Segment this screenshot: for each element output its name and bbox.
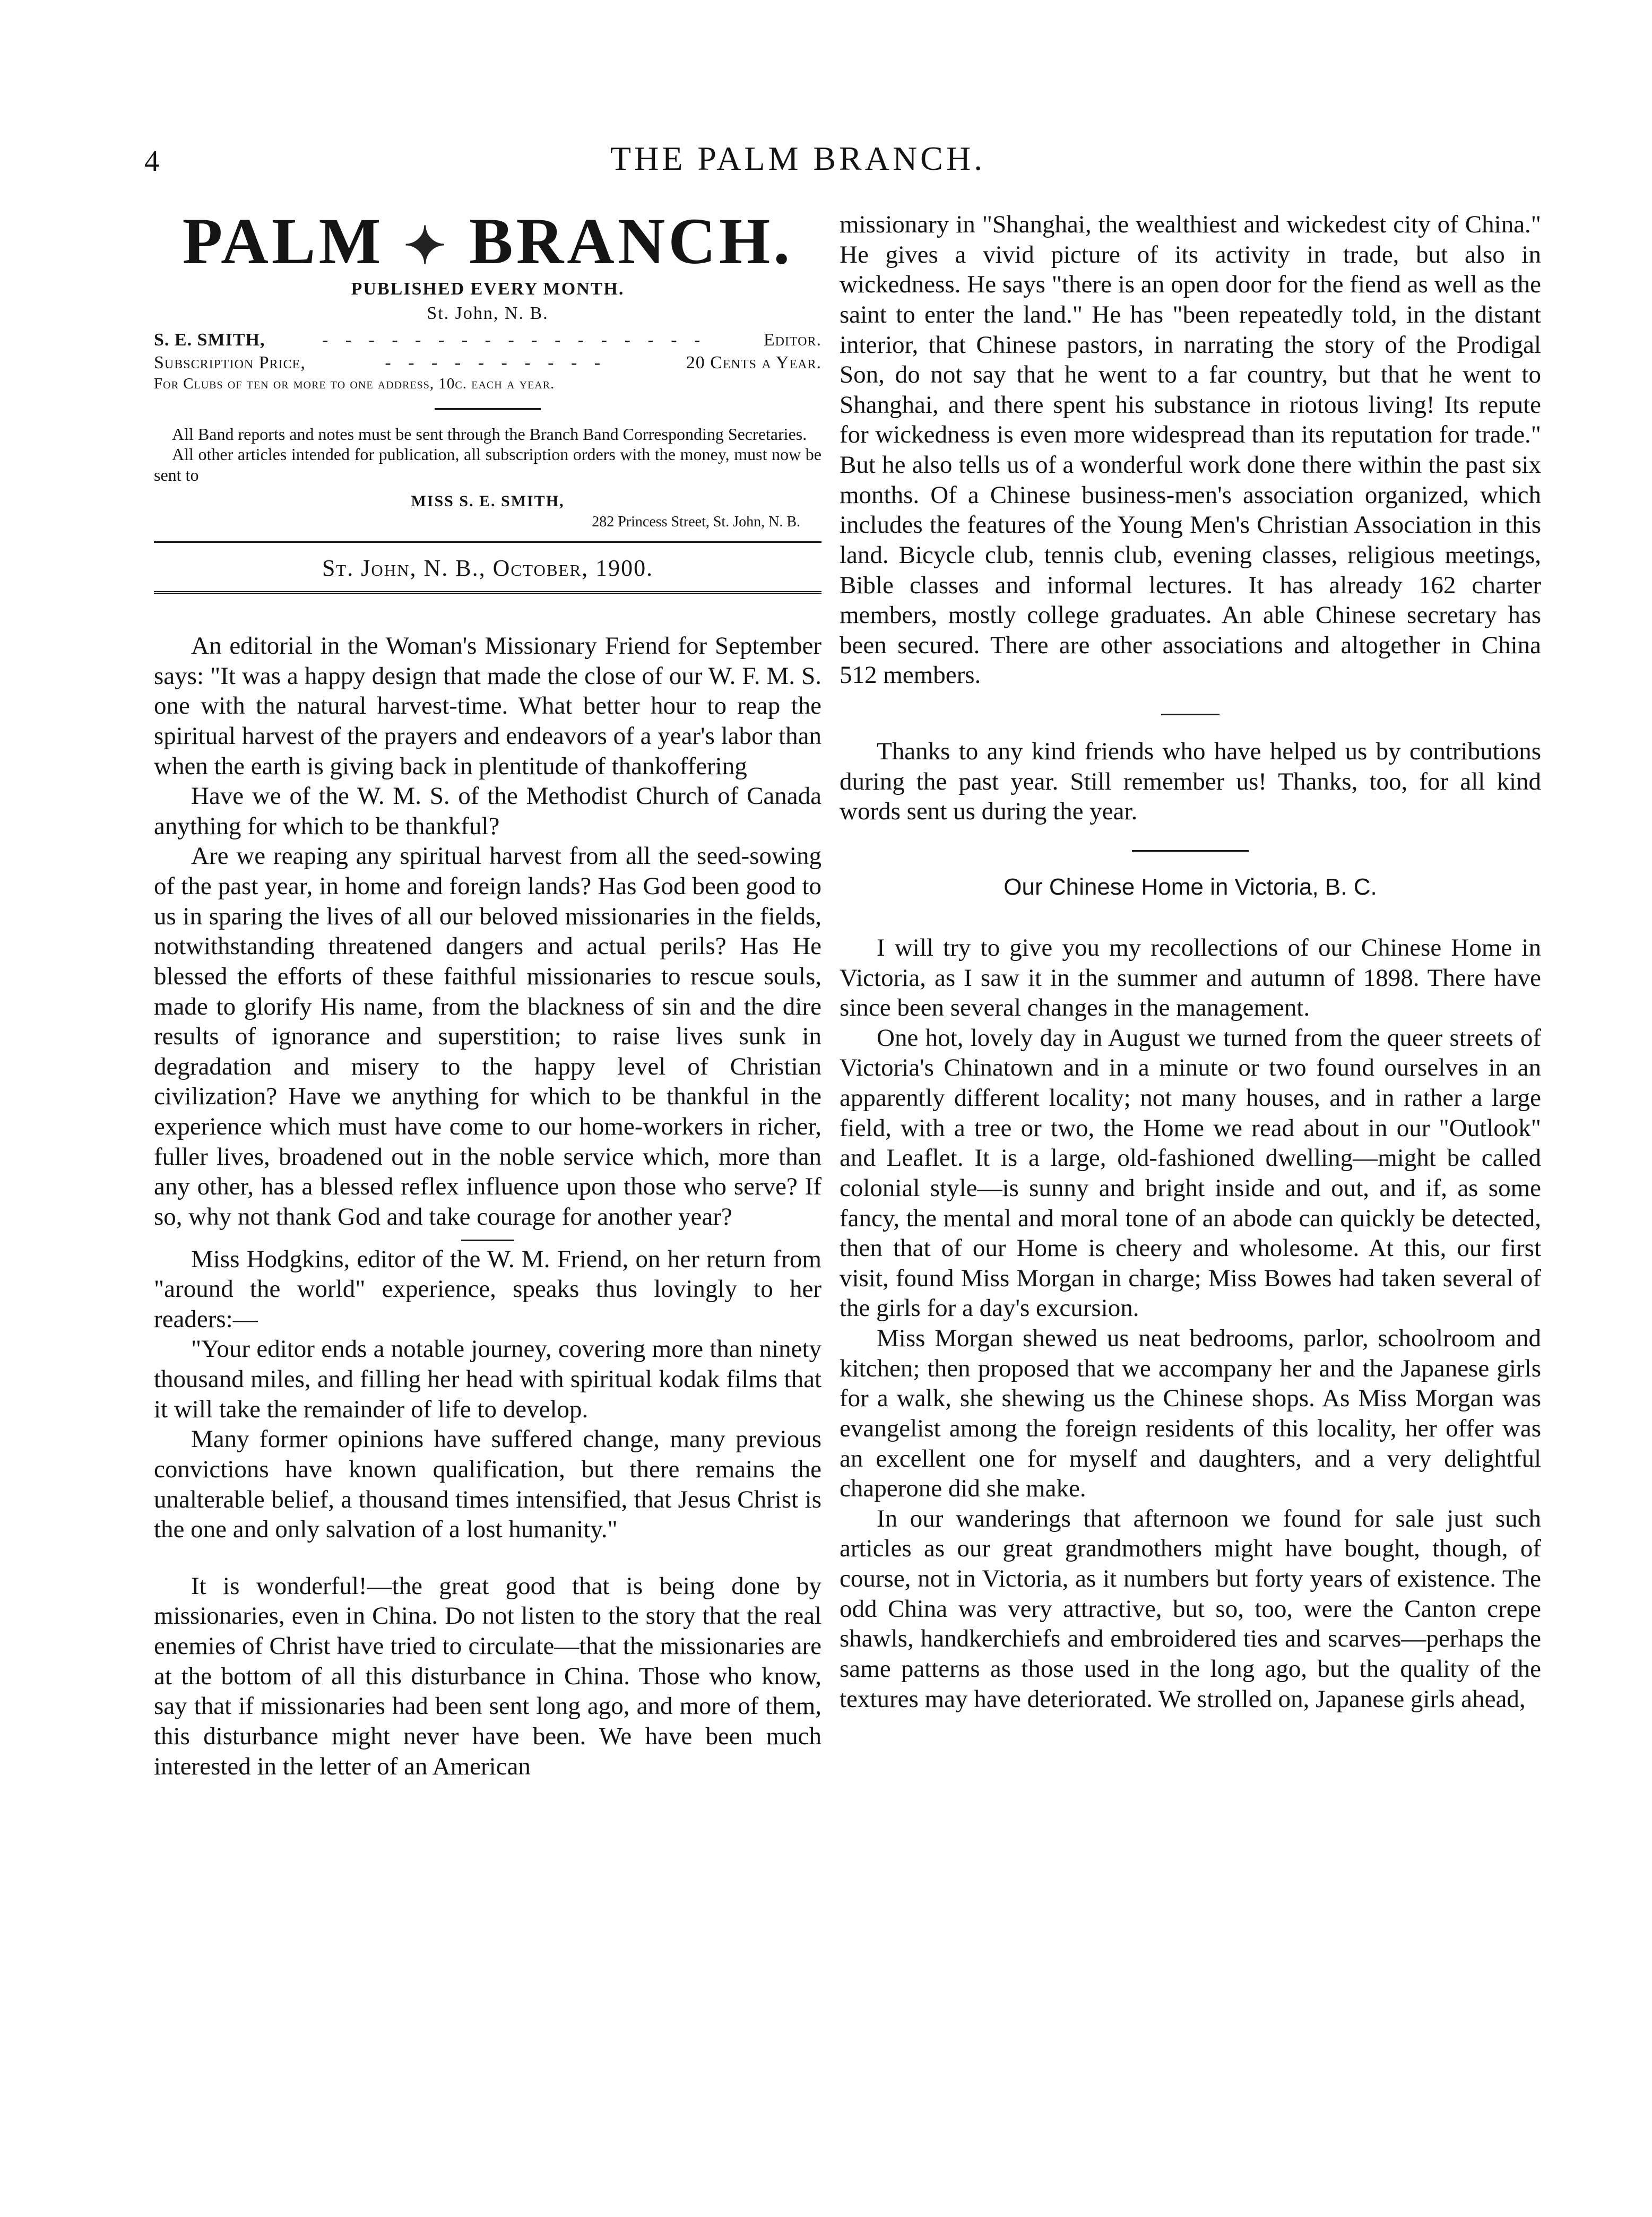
paragraph: I will try to give you my recollections of our Chinese Home in Victoria, as I saw it in the summer and autumn of 1898. There have since been several changes in the management. <box>840 933 1541 1022</box>
running-title: THE PALM BRANCH. <box>610 140 986 177</box>
notice-block <box>154 424 821 485</box>
masthead-title-left: PALM <box>182 205 384 278</box>
editor-label: Editor. <box>763 330 821 350</box>
dateline: St. John, N. B., October, 1900. <box>322 555 654 582</box>
article-title: Our Chinese Home in Victoria, B. C. <box>1004 873 1377 900</box>
notice-articles: All other articles intended for publication, all subscription orders with the money, must now be sent to <box>154 445 821 484</box>
divider <box>435 408 541 410</box>
address-street: 282 Princess Street, St. John, N. B. <box>592 514 800 531</box>
address-name: MISS S. E. SMITH, <box>411 492 565 510</box>
left-column <box>154 207 821 1781</box>
clubs-line: For Clubs of ten or more to one address, 10c. each a year. <box>154 375 555 393</box>
right-column <box>840 210 1541 1714</box>
editorial-text <box>154 631 821 1781</box>
paragraph: It is wonderful!—the great good that is being done by missionaries, even in China. Do not listen to the story that the real enemies of Christ have tried to circulate—that the missionaries are at the bottom of all this disturbance in China. Those who know, say that if missionaries had been sent long ago, and more of them, this disturbance might never have been. We have been much interested in the letter of an American <box>154 1572 821 1780</box>
paragraph: Are we reaping any spiritual harvest from all the seed-sowing of the past year, in home and foreign lands? Has God been good to us in sparing the lives of all our beloved missionaries in the fields, notwithstanding threatened dangers and actual perils? Has He blessed the efforts of these faithful missionaries to rescue souls, made to glorify His name, from the blackness of sin and the dire results of ignorance and superstition; to raise lives sunk in degradation and misery to the happy level of Christian civilization? Have we anything for which to be thankful in the experience which must have come to our home-workers in richer, fuller lives, broadened out in the noble service which, more than any other, has a blessed reflex influence upon those who serve? If so, why not thank God and take courage for another year? <box>154 842 821 1231</box>
paragraph: In our wanderings that afternoon we found for sale just such articles as our great grandmothers might have bought, though, of course, not in Victoria, as it numbers but forty years of existence. The odd China was very attractive, but so, too, were the Canton crepe shawls, handkerchiefs and embroidered ties and scarves—perhaps the same patterns as those used in the long ago, but the quality of the textures may have deteriorated. We strolled on, Japanese girls ahead, <box>840 1504 1541 1713</box>
divider <box>1132 850 1249 852</box>
paragraph: Many former opinions have suffered change, many previous convictions have known qualification, but there remains the unalterable belief, a thousand times intensified, that Jesus Christ is the one and only salvation of a lost humanity." <box>154 1425 821 1544</box>
price-label: Subscription Price, <box>154 352 306 373</box>
published-line: PUBLISHED EVERY MONTH. <box>351 279 625 299</box>
editor-row <box>154 329 821 352</box>
paragraph: missionary in "Shanghai, the wealthiest and wickedest city of China." He gives a vivid picture of its activity in trade, but also in wickedness. He says "there is an open door for the fiend as well as the saint to enter the land." He has "been repeatedly told, in the distant interior, that Chinese pastors, in narrating the story of the Prodigal Son, do not say that he went to a far country, but that he went to Shanghai, and there spent his substance in riotous living! Its repute for wickedness is even more widespread than its reputation for trade." But he also tells us of a wonderful work done there within the past six months. Of a Chinese business-men's association organized, which includes the features of the Young Men's Christian Association in this land. Bicycle club, tennis club, evening classes, religious meetings, Bible classes and informal lectures. It has already 162 charter members, mostly college graduates. An able Chinese secretary has been secured. There are other associations and altogether in China 512 members. <box>840 211 1541 689</box>
notice-bands: All Band reports and notes must be sent through the Branch Band Corresponding Secretaries. <box>172 424 807 444</box>
page-number: 4 <box>144 145 159 178</box>
editor-name: S. E. SMITH, <box>154 330 265 350</box>
paragraph: One hot, lovely day in August we turned from the queer streets of Victoria's Chinatown and in a minute or two found ourselves in an apparently different locality; not many houses, and in rather a large field, with a tree or two, the Home we read about in our "Outlook" and Leaflet. It is a large, old-fashioned dwelling—might be called colonial style—is sunny and bright inside and out, and if, as some fancy, the mental and moral tone of an abode can quickly be detected, then that of our Home is cheery and wholesome. At this, our first visit, found Miss Morgan in charge; Miss Bowes had taken several of the girls for a day's excursion. <box>840 1024 1541 1322</box>
divider <box>461 1240 514 1241</box>
paragraph: "Your editor ends a notable journey, covering more than ninety thousand miles, and filling her head with spiritual kodak films that it will take the remainder of life to develop. <box>154 1335 821 1423</box>
paragraph: An editorial in the Woman's Missionary Friend for September says: "It was a happy design that made the close of our W. F. M. S. one with the natural harvest-time. What better hour to reap the spiritual harvest of the prayers and endeavors of a year's labor than when the earth is giving back in plentitude of thankoffering <box>154 632 821 780</box>
place-line: St. John, N. B. <box>427 304 549 324</box>
paragraph: Thanks to any kind friends who have helped us by contributions during the past year. Still remember us! Thanks, too, for all kind words sent us during the year. <box>840 738 1541 826</box>
price-row <box>154 352 821 375</box>
right-column-text <box>840 210 1541 1714</box>
leader-dots: - - - - - - - - - - <box>385 352 607 373</box>
divider <box>1161 714 1219 715</box>
masthead-title <box>154 207 821 276</box>
price-value: 20 Cents a Year. <box>686 352 821 373</box>
masthead-title-right: BRANCH. <box>469 205 793 278</box>
paragraph: Miss Hodgkins, editor of the W. M. Friend, on her return from "around the world" experience, speaks thus lovingly to her readers:— <box>154 1245 821 1333</box>
divider <box>154 591 821 594</box>
leader-dots: - - - - - - - - - - - - - - - - - <box>322 330 707 350</box>
paragraph: Miss Morgan shewed us neat bedrooms, parlor, schoolroom and kitchen; then proposed that we accompany her and the Japanese girls for a walk, she shewing us the Chinese shops. As Miss Morgan was evangelist among the foreign residents of this locality, her offer was an excellent one for myself and daughters, and a very delightful chaperone did she make. <box>840 1324 1541 1503</box>
paragraph: Have we of the W. M. S. of the Methodist Church of Canada anything for which to be thankful? <box>154 782 821 840</box>
star-icon: ✦ <box>403 218 449 274</box>
